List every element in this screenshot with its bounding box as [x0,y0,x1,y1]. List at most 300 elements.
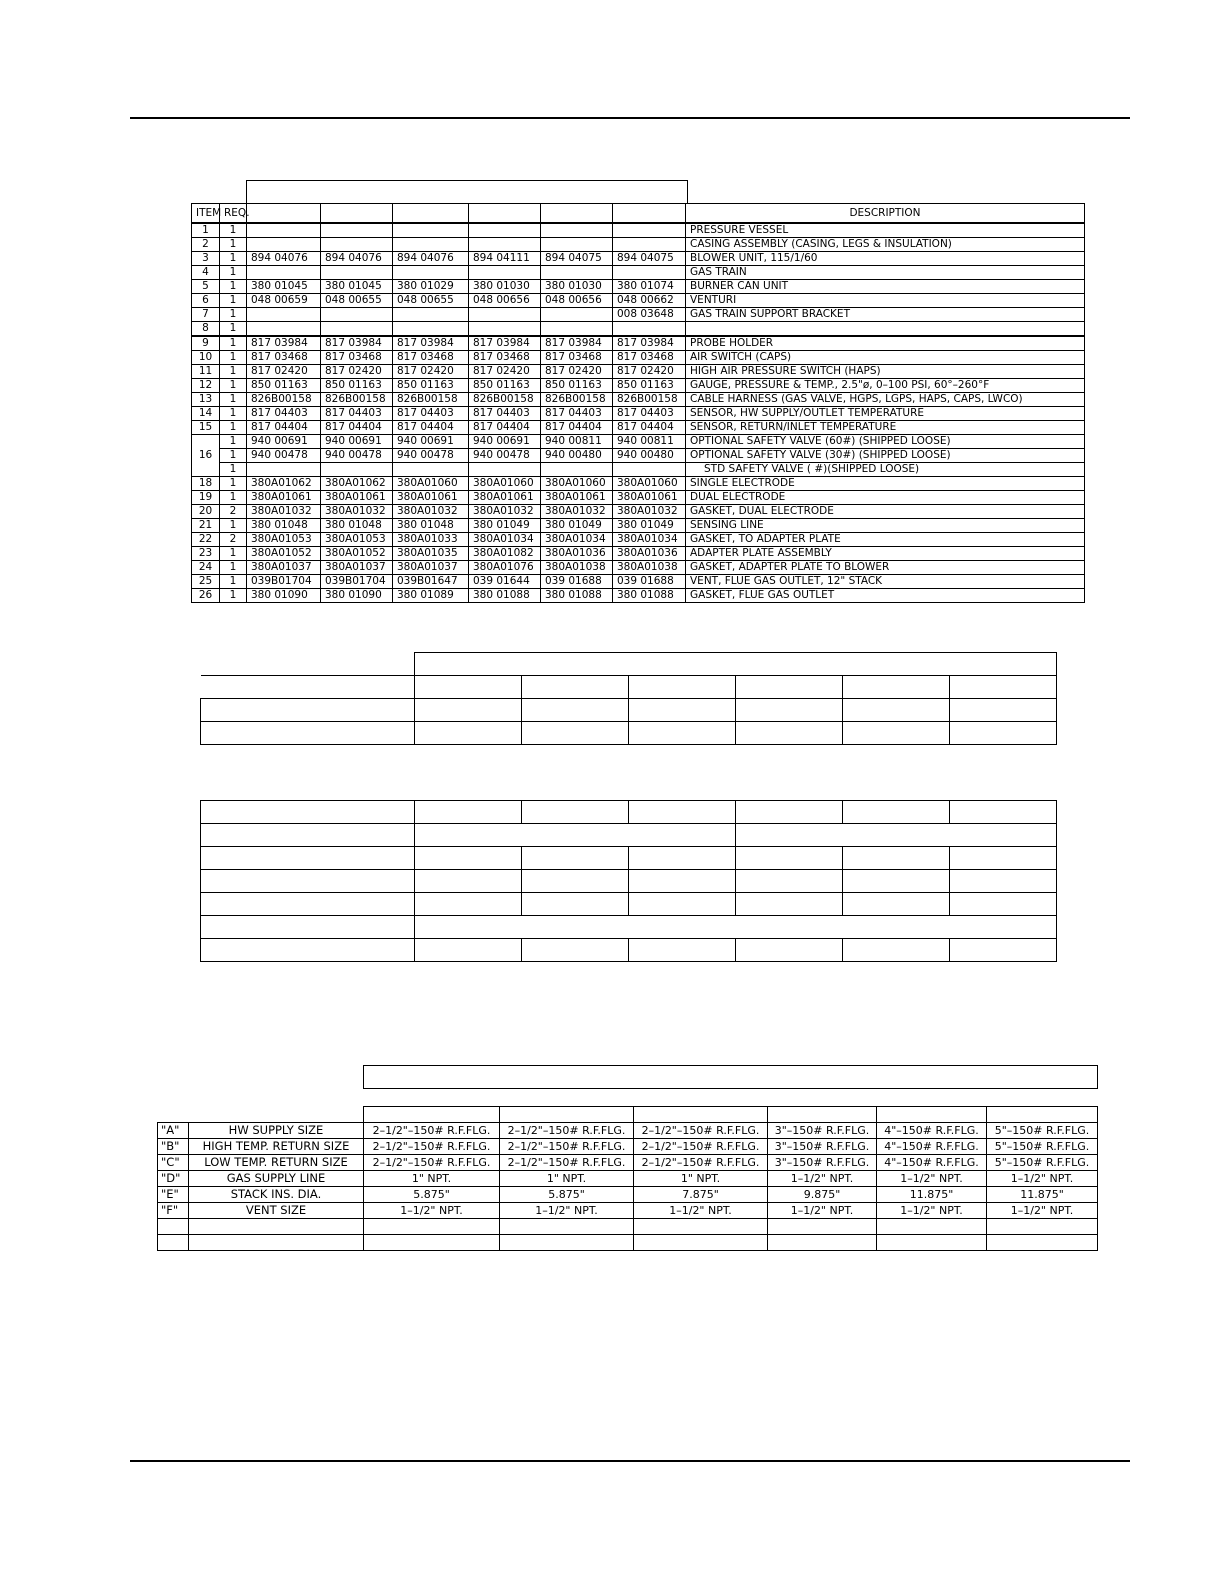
dimension-value: 7.875" [634,1187,768,1203]
dimension-value [987,1235,1098,1251]
part-number: 380A01032 [541,505,613,519]
dimension-value: 1–1/2" NPT. [364,1203,500,1219]
dimension-value: 3"–150# R.F.FLG. [768,1123,877,1139]
part-number: 039 01688 [541,575,613,589]
dimension-value: 1–1/2" NPT. [768,1171,877,1187]
parts-row [192,294,1085,308]
parts-row [192,561,1085,575]
qty-required: 1 [220,491,247,505]
part-number: 048 00662 [613,294,686,308]
item-number: 4 [192,266,220,280]
parts-table-header [192,204,1085,224]
part-number: 940 00478 [247,449,321,463]
part-number [321,266,393,280]
part-number [321,308,393,322]
part-number: 380A01061 [321,491,393,505]
parts-row [192,533,1085,547]
dimension-value: 2–1/2"–150# R.F.FLG. [364,1139,500,1155]
part-number: 817 04404 [321,421,393,435]
dimension-value: 4"–150# R.F.FLG. [877,1123,987,1139]
item-number: 14 [192,407,220,421]
dimension-value: 1–1/2" NPT. [877,1203,987,1219]
part-description: GASKET, FLUE GAS OUTLET [686,589,1085,603]
dimension-label: HW SUPPLY SIZE [189,1123,364,1139]
part-number: 817 03468 [321,351,393,365]
parts-row [192,491,1085,505]
part-number [247,266,321,280]
dimension-value: 1" NPT. [634,1171,768,1187]
part-number [321,322,393,337]
qty-required: 1 [220,477,247,491]
part-description: ADAPTER PLATE ASSEMBLY [686,547,1085,561]
part-number: 817 04404 [541,421,613,435]
dimension-label: STACK INS. DIA. [189,1187,364,1203]
dimension-row [158,1139,1098,1155]
part-number: 817 03984 [247,336,321,351]
dimension-key: "D" [158,1171,189,1187]
part-number: 380 01048 [393,519,469,533]
dimension-value: 2–1/2"–150# R.F.FLG. [364,1155,500,1171]
item-number: 9 [192,336,220,351]
parts-row [192,308,1085,322]
dimension-value: 5.875" [364,1187,500,1203]
item-number: 19 [192,491,220,505]
part-number: 380 01029 [393,280,469,294]
part-number: 380A01061 [247,491,321,505]
item-number: 16 [192,435,220,477]
part-number: 817 04403 [393,407,469,421]
part-number [321,238,393,252]
item-number: 25 [192,575,220,589]
part-description: HIGH AIR PRESSURE SWITCH (HAPS) [686,365,1085,379]
part-number [613,223,686,238]
part-number [393,308,469,322]
parts-row [192,280,1085,294]
part-number: 817 04403 [247,407,321,421]
part-number: 048 00655 [321,294,393,308]
dimension-label [189,1235,364,1251]
qty-required: 1 [220,379,247,393]
parts-row [192,477,1085,491]
part-number [541,322,613,337]
parts-row [192,435,1085,449]
parts-row [192,379,1085,393]
dimension-value: 3"–150# R.F.FLG. [768,1155,877,1171]
parts-row [192,238,1085,252]
item-number: 1 [192,223,220,238]
part-number: 380 01074 [613,280,686,294]
dimension-key: "B" [158,1139,189,1155]
item-number: 2 [192,238,220,252]
part-description: CASING ASSEMBLY (CASING, LEGS & INSULATION) [686,238,1085,252]
part-number: 380A01060 [613,477,686,491]
item-number: 10 [192,351,220,365]
part-number: 850 01163 [321,379,393,393]
qty-required: 1 [220,365,247,379]
dimension-value [364,1235,500,1251]
part-number: 817 04403 [469,407,541,421]
parts-row [192,252,1085,266]
part-number: 850 01163 [393,379,469,393]
part-number: 039B01704 [321,575,393,589]
parts-row [192,336,1085,351]
part-number: 380A01053 [321,533,393,547]
parts-table-model-header-box [246,180,688,203]
item-number: 6 [192,294,220,308]
qty-required: 1 [220,421,247,435]
qty-required: 2 [220,505,247,519]
part-number: 940 00691 [247,435,321,449]
dimension-value [500,1235,634,1251]
part-description: BURNER CAN UNIT [686,280,1085,294]
part-number: 380A01061 [541,491,613,505]
part-number: 817 03468 [469,351,541,365]
parts-row [192,351,1085,365]
item-number: 26 [192,589,220,603]
part-number: 380 01049 [469,519,541,533]
dimension-row [158,1235,1098,1251]
dimension-value: 2–1/2"–150# R.F.FLG. [364,1123,500,1139]
footer-rule [130,1460,1130,1462]
part-number: 817 02420 [469,365,541,379]
part-number: 380 01090 [247,589,321,603]
part-number: 039B01647 [393,575,469,589]
part-number: 940 00478 [393,449,469,463]
blank-grid-1 [200,652,1057,745]
item-number: 22 [192,533,220,547]
dimension-value: 5.875" [500,1187,634,1203]
part-number: 039 01644 [469,575,541,589]
part-number: 817 03984 [393,336,469,351]
qty-required: 1 [220,407,247,421]
dimension-value [500,1219,634,1235]
item-number: 23 [192,547,220,561]
part-number: 894 04075 [613,252,686,266]
part-description: OPTIONAL SAFETY VALVE (60#) (SHIPPED LOOSE) [686,435,1085,449]
part-number: 380 01088 [613,589,686,603]
dimension-value: 1–1/2" NPT. [987,1203,1098,1219]
part-number: 380A01062 [321,477,393,491]
part-number: 380A01082 [469,547,541,561]
item-number: 24 [192,561,220,575]
qty-required: 1 [220,336,247,351]
part-number [541,463,613,477]
dimension-value: 2–1/2"–150# R.F.FLG. [634,1139,768,1155]
dimension-value [877,1235,987,1251]
part-number: 380A01032 [247,505,321,519]
part-number [613,266,686,280]
part-number [247,322,321,337]
part-number: 380 01030 [469,280,541,294]
part-number: 850 01163 [613,379,686,393]
part-number: 940 00478 [469,449,541,463]
part-description: VENT, FLUE GAS OUTLET, 12" STACK [686,575,1085,589]
dimension-value [768,1235,877,1251]
blank-grid-2 [200,800,1057,962]
part-number [247,223,321,238]
part-number: 380 01048 [321,519,393,533]
dimension-value: 11.875" [987,1187,1098,1203]
part-number [393,322,469,337]
part-description: VENTURI [686,294,1085,308]
part-number: 894 04076 [393,252,469,266]
dimension-value: 4"–150# R.F.FLG. [877,1155,987,1171]
part-number [469,266,541,280]
part-description: PRESSURE VESSEL [686,223,1085,238]
dimension-value [987,1219,1098,1235]
parts-table [191,203,1085,603]
part-number: 048 00656 [469,294,541,308]
description-header: DESCRIPTION [686,204,1085,224]
part-number [247,308,321,322]
part-number: 817 02420 [613,365,686,379]
part-number: 826B00158 [469,393,541,407]
qty-required: 1 [220,308,247,322]
parts-row [192,421,1085,435]
part-number: 380A01052 [247,547,321,561]
part-description: DUAL ELECTRODE [686,491,1085,505]
qty-required: 1 [220,252,247,266]
part-description: STD SAFETY VALVE ( #)(SHIPPED LOOSE) [686,463,1085,477]
part-number: 817 03984 [469,336,541,351]
part-number: 940 00480 [541,449,613,463]
qty-required: 1 [220,435,247,449]
part-number: 380A01053 [247,533,321,547]
part-number [613,463,686,477]
part-number: 940 00691 [393,435,469,449]
part-number [469,322,541,337]
qty-required: 1 [220,561,247,575]
dims-table-model-header-box [363,1065,1098,1089]
part-number [541,308,613,322]
qty-required: 1 [220,589,247,603]
qty-required: 1 [220,322,247,337]
dimension-key [158,1235,189,1251]
part-description: SENSING LINE [686,519,1085,533]
part-number [321,223,393,238]
part-number: 048 00659 [247,294,321,308]
part-number: 039B01704 [247,575,321,589]
dimension-value: 11.875" [877,1187,987,1203]
part-number: 380A01032 [613,505,686,519]
dimension-value: 5"–150# R.F.FLG. [987,1155,1098,1171]
part-number: 380A01060 [469,477,541,491]
part-number: 380A01038 [541,561,613,575]
part-number [247,463,321,477]
part-number: 380 01045 [247,280,321,294]
part-number: 940 00811 [541,435,613,449]
part-description: OPTIONAL SAFETY VALVE (30#) (SHIPPED LOOSE) [686,449,1085,463]
part-number [613,322,686,337]
part-number: 048 00656 [541,294,613,308]
qty-required: 2 [220,533,247,547]
dimension-row [158,1187,1098,1203]
header-rule [130,117,1130,119]
dimension-key: "A" [158,1123,189,1139]
part-number: 826B00158 [541,393,613,407]
part-number: 380A01034 [541,533,613,547]
qty-required: 1 [220,223,247,238]
part-number: 380A01061 [613,491,686,505]
part-number: 380A01034 [469,533,541,547]
part-number: 380A01037 [321,561,393,575]
part-number: 380A01032 [393,505,469,519]
part-number: 380 01089 [393,589,469,603]
part-number [393,223,469,238]
part-number: 380A01037 [393,561,469,575]
part-description: SENSOR, RETURN/INLET TEMPERATURE [686,421,1085,435]
part-number: 380A01037 [247,561,321,575]
part-number: 817 02420 [541,365,613,379]
part-number: 380A01032 [469,505,541,519]
qty-required: 1 [220,449,247,463]
part-number: 850 01163 [469,379,541,393]
part-number: 894 04075 [541,252,613,266]
part-number: 817 03468 [613,351,686,365]
part-number: 039 01688 [613,575,686,589]
parts-row [192,266,1085,280]
item-number: 18 [192,477,220,491]
qty-required: 1 [220,238,247,252]
dimension-value: 1–1/2" NPT. [987,1171,1098,1187]
part-description: CABLE HARNESS (GAS VALVE, HGPS, LGPS, HAPS, CAPS, LWCO) [686,393,1085,407]
part-number: 380A01036 [541,547,613,561]
part-number: 817 04403 [613,407,686,421]
part-number: 380A01060 [541,477,613,491]
parts-row [192,223,1085,238]
dimension-key: "E" [158,1187,189,1203]
parts-row [192,589,1085,603]
dimension-label: VENT SIZE [189,1203,364,1219]
part-number: 817 04404 [247,421,321,435]
part-number: 380A01035 [393,547,469,561]
item-number: 5 [192,280,220,294]
part-number: 380 01049 [613,519,686,533]
part-description: GAUGE, PRESSURE & TEMP., 2.5"ø, 0–100 PSI, 60°–260°F [686,379,1085,393]
part-number: 380 01088 [469,589,541,603]
part-number: 380A01052 [321,547,393,561]
dimension-value: 2–1/2"–150# R.F.FLG. [500,1155,634,1171]
dimension-row [158,1155,1098,1171]
part-number: 817 02420 [321,365,393,379]
qty-required: 1 [220,393,247,407]
part-number: 380 01088 [541,589,613,603]
part-number: 380A01076 [469,561,541,575]
part-description: GASKET, DUAL ELECTRODE [686,505,1085,519]
part-description: PROBE HOLDER [686,336,1085,351]
part-description: SINGLE ELECTRODE [686,477,1085,491]
parts-row [192,365,1085,379]
item-number: 11 [192,365,220,379]
qty-required: 1 [220,351,247,365]
part-number: 817 03984 [321,336,393,351]
part-number: 380A01061 [393,491,469,505]
part-number: 817 04403 [541,407,613,421]
parts-row [192,449,1085,463]
dimension-value: 1–1/2" NPT. [877,1171,987,1187]
parts-row [192,393,1085,407]
item-number: 20 [192,505,220,519]
req-header: REQ. [220,204,247,224]
part-number: 817 03984 [541,336,613,351]
part-number: 380 01030 [541,280,613,294]
qty-required: 1 [220,266,247,280]
part-number: 826B00158 [393,393,469,407]
dimension-value: 9.875" [768,1187,877,1203]
part-description: GASKET, ADAPTER PLATE TO BLOWER [686,561,1085,575]
part-number: 817 04404 [613,421,686,435]
part-number: 894 04076 [321,252,393,266]
part-number [541,266,613,280]
dimension-key: "F" [158,1203,189,1219]
part-number: 894 04076 [247,252,321,266]
part-number: 817 03984 [613,336,686,351]
dimension-key: "C" [158,1155,189,1171]
part-number: 826B00158 [613,393,686,407]
dimension-value [634,1219,768,1235]
item-number: 7 [192,308,220,322]
part-number: 894 04111 [469,252,541,266]
parts-row [192,407,1085,421]
item-number: 15 [192,421,220,435]
part-number: 380A01061 [469,491,541,505]
dimension-value: 1–1/2" NPT. [634,1203,768,1219]
part-number [393,238,469,252]
part-number [541,238,613,252]
part-number: 940 00478 [321,449,393,463]
part-description: SENSOR, HW SUPPLY/OUTLET TEMPERATURE [686,407,1085,421]
parts-row [192,547,1085,561]
dimension-label: HIGH TEMP. RETURN SIZE [189,1139,364,1155]
dimension-value: 1" NPT. [364,1171,500,1187]
part-number: 826B00158 [247,393,321,407]
item-number: 12 [192,379,220,393]
part-number: 380 01048 [247,519,321,533]
parts-row [192,505,1085,519]
part-number [469,223,541,238]
part-number: 380A01034 [613,533,686,547]
part-description [686,322,1085,337]
part-number: 380A01036 [613,547,686,561]
dimension-row [158,1171,1098,1187]
dimension-value: 5"–150# R.F.FLG. [987,1139,1098,1155]
dimension-value [634,1235,768,1251]
part-description: GAS TRAIN SUPPORT BRACKET [686,308,1085,322]
part-number: 380A01038 [613,561,686,575]
part-number: 380A01062 [247,477,321,491]
part-number: 940 00480 [613,449,686,463]
part-number [469,238,541,252]
dimension-row [158,1219,1098,1235]
part-number: 817 03468 [541,351,613,365]
part-number: 826B00158 [321,393,393,407]
parts-row [192,322,1085,337]
dimension-value: 3"–150# R.F.FLG. [768,1139,877,1155]
part-number [247,238,321,252]
part-description: BLOWER UNIT, 115/1/60 [686,252,1085,266]
part-number: 380 01090 [321,589,393,603]
item-header: ITEM [192,204,220,224]
dimension-value: 1–1/2" NPT. [768,1203,877,1219]
item-number: 3 [192,252,220,266]
part-number: 008 03648 [613,308,686,322]
item-number: 8 [192,322,220,337]
dimension-value [877,1219,987,1235]
part-number: 380A01032 [321,505,393,519]
part-number: 817 02420 [247,365,321,379]
dimension-value: 5"–150# R.F.FLG. [987,1123,1098,1139]
dimension-value: 2–1/2"–150# R.F.FLG. [500,1123,634,1139]
